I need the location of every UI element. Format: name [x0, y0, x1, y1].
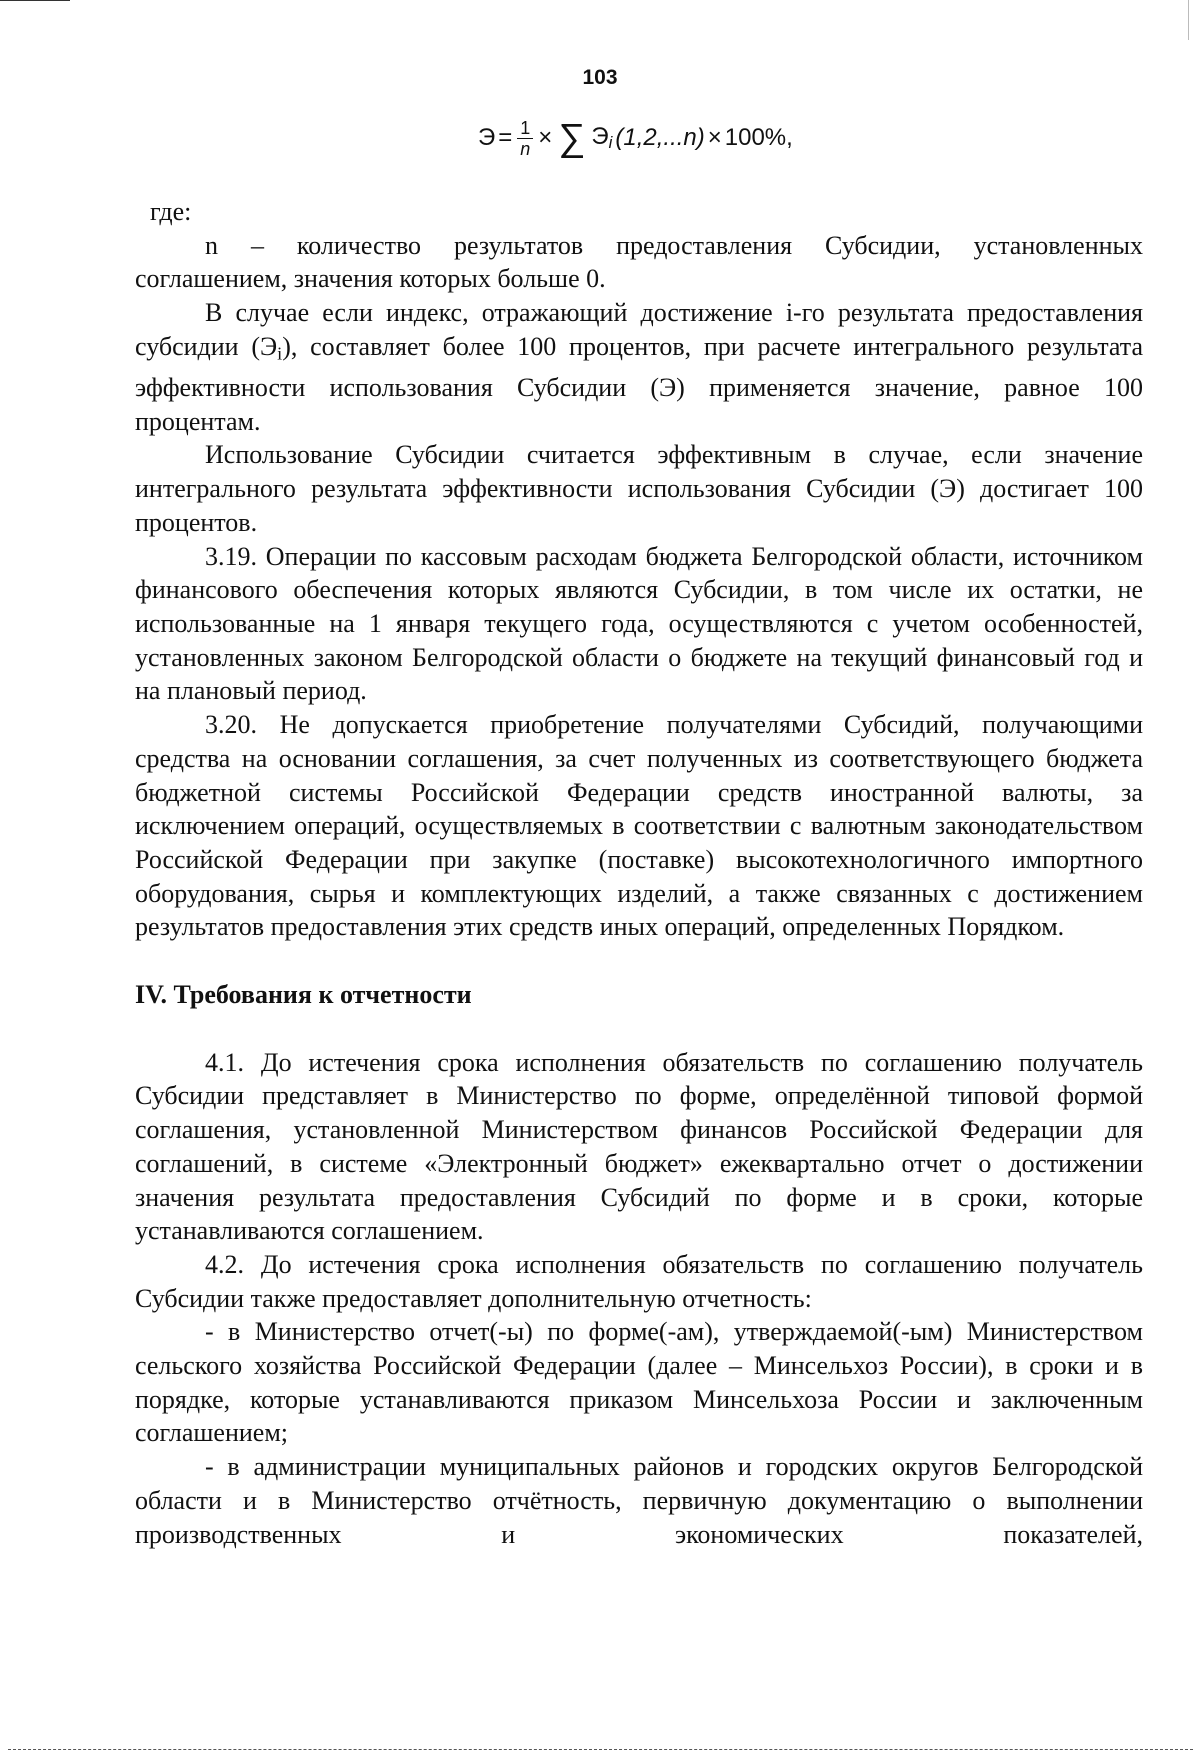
formula-fraction	[517, 118, 533, 159]
formula-times: ×	[538, 124, 553, 151]
where-label: где:	[150, 197, 192, 226]
scan-edge-mark	[0, 0, 70, 1]
scan-edge-mark	[1188, 0, 1189, 40]
efficiency-formula	[478, 108, 793, 168]
paragraph-4-2: 4.2. До истечения срока исполнения обязательств по соглашению получатель Субсидии также предоставляет дополнительную отчетность:	[135, 1249, 1143, 1313]
paragraph-4-1: 4.1. До истечения срока исполнения обязательств по соглашению получатель Субсидии представляет в Министерство по форме, определённой типовой формой соглашения, установленной Министерством финансов Российской Федерации для соглашений, в системе «Электронный бюджет» ежеквартально отчет о достижении значения результата предоставления Субсидий по форме и в сроки, которые устанавливаются соглашением.	[135, 1047, 1143, 1246]
formula-lhs: Э	[478, 124, 496, 151]
effective-use-paragraph: Использование Субсидии считается эффективным в случае, если значение интегрального результата эффективности использования Субсидии (Э) достигает 100 процентов.	[135, 440, 1143, 537]
n-definition: n – количество результатов предоставления Субсидии, установленных соглашением, значения которых больше 0.	[135, 230, 1143, 294]
scan-edge-mark	[8, 1749, 1193, 1750]
body-text	[135, 195, 1143, 1551]
formula-symbol: $Э_i$	[591, 122, 613, 153]
page-number: 103	[582, 66, 618, 89]
paragraph-3-19: 3.19. Операции по кассовым расходам бюджета Белгородской области, источником финансового обеспечения которых являются Субсидии, в том числе их остатки, не использованные на 1 января текущего года, осуществляются с учетом особенностей, установленных законом Белгородской области о бюджете на текущий финансовый год и на плановый период.	[135, 541, 1143, 706]
formula-percent: 100%,	[724, 124, 793, 151]
index-subscript: i	[277, 343, 283, 364]
formula-args: (1,2,...n)	[615, 124, 705, 151]
sum-symbol: ∑	[558, 117, 586, 159]
formula-equals: =	[498, 124, 513, 151]
formula-subscript: i	[608, 133, 613, 153]
bullet-item: - в администрации муниципальных районов и городских округов Белгородской области и в Министерство отчётность, первичную документацию о выполнении производственных и экономических показателей,	[135, 1452, 1143, 1549]
paragraph-3-20: 3.20. Не допускается приобретение получателями Субсидий, получающими средства на основании соглашения, за счет полученных из соответствующего бюджета бюджетной системы Российской Федерации средств иностранной валюты, за исключением операций, осуществляемых в соответствии с валютным законодательством Российской Федерации при закупке (поставке) высокотехнологичного импортного оборудования, сырья и комплектующих изделий, а также связанных с достижением результатов предоставления этих средств иных операций, определенных Порядком.	[135, 710, 1143, 942]
section-heading: IV. Требования к отчетности	[135, 980, 472, 1010]
formula-numerator: 1	[517, 118, 533, 139]
bullet-item: - в Министерство отчет(-ы) по форме(-ам), утверждаемой(-ым) Министерством сельского хозяйства Российской Федерации (далее – Минсельхоз России), в сроки и в порядке, которые устанавливаются приказом Минсельхоза России и заключенным соглашением;	[135, 1317, 1143, 1448]
formula-times: ×	[707, 124, 722, 151]
index-case-paragraph: В случае если индекс, отражающий достижение i-го результата предоставления субсидии $(Э_i)$, составляет более 100 процентов, при расчете интегрального результата эффективности использования Субсидии (Э) применяется значение, равное 100 процентам.	[135, 298, 1143, 436]
formula-denominator: n	[520, 138, 531, 159]
